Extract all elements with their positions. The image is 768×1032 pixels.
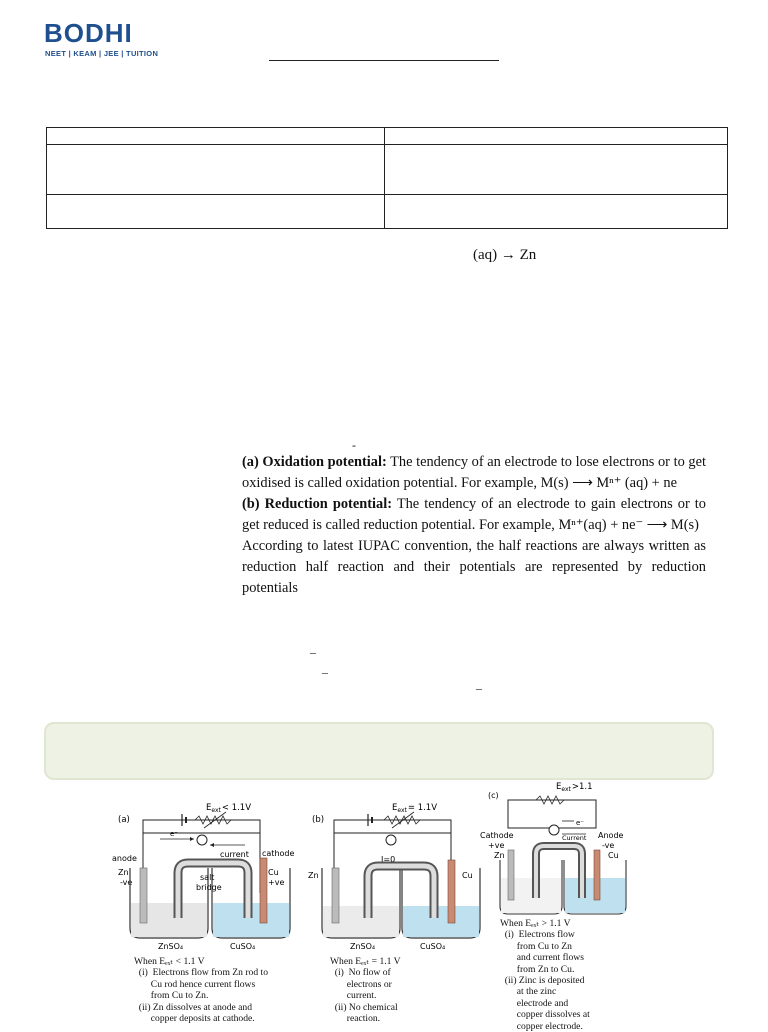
reduction-label: (b) Reduction potential:: [242, 496, 393, 512]
dash-mark: –: [476, 681, 482, 695]
reduction-text: The tendency of an electrode to gain electrons or to get reduced is called reduction potential. For example,: [242, 496, 706, 533]
current-label: Current: [562, 834, 587, 842]
table-row: [47, 145, 728, 195]
logo-tagline: NEET | KEAM | JEE | TUITION: [45, 49, 159, 58]
zn-label: Zn: [118, 868, 129, 877]
zero-current-label: I=0: [381, 855, 396, 864]
oxidation-definition: [242, 452, 706, 494]
table-row: [47, 195, 728, 229]
oxidation-equation: M(s) ⟶ Mⁿ⁺ (aq) + ne: [540, 475, 677, 491]
highlight-box: [44, 722, 714, 780]
zn-electrode: [332, 868, 339, 923]
zn-sign: -ve: [120, 878, 133, 887]
electron-label: e⁻: [576, 819, 585, 827]
cu-electrode: [594, 850, 600, 900]
figure-c-caption: When Eₑₓₜ > 1.1 V (i) Electrons flow from Cu to Zn and current flows from Zn to Cu. (ii) Zinc is deposited at the zinc electrode and copper dissolves at copper electrode.: [500, 918, 590, 1032]
cu-electrode: [260, 858, 267, 923]
cuso4-solution: [403, 906, 479, 937]
dash-mark: -: [352, 438, 356, 452]
table-cell: [47, 145, 385, 195]
ammeter-icon: [197, 835, 207, 845]
iupac-statement: According to latest IUPAC convention, the half reactions are always written as reduction half reaction and their potentials are represented by reduction potentials: [242, 538, 706, 596]
figure-tag: (a): [118, 815, 130, 825]
anode-label: anode: [112, 854, 137, 863]
comparison-table: [46, 127, 728, 229]
oxidation-label: (a) Oxidation potential:: [242, 454, 387, 470]
znso4-label: ZnSO₄: [158, 942, 184, 951]
cell-diagram-c: [478, 778, 628, 923]
arrow-head: [190, 837, 194, 841]
figure-tag: (b): [312, 815, 325, 825]
bridge-label: bridge: [196, 883, 222, 892]
logo-word: BODHI: [44, 18, 133, 48]
cu-label: Cu: [268, 868, 279, 877]
ammeter-icon: [386, 835, 396, 845]
table-cell: [385, 128, 728, 145]
znso4-label: ZnSO₄: [350, 942, 376, 951]
oxidation-text: The tendency of an electrode to lose electrons or to get oxidised is called oxidation potential. For example,: [242, 454, 706, 491]
dash-mark: –: [310, 645, 316, 659]
table-cell: [385, 145, 728, 195]
external-wire: [508, 800, 596, 818]
table-cell: [47, 195, 385, 229]
cathode-label: cathode: [262, 849, 295, 858]
anode-sign: -ve: [602, 841, 615, 850]
cu-label: Cu: [608, 851, 619, 860]
zn-label: Zn: [494, 851, 505, 860]
equation-fragment: (aq) → Zn: [473, 247, 537, 263]
zn-label: Zn: [308, 871, 319, 880]
anode-label: Anode: [598, 831, 624, 840]
cathode-label: Cathode: [480, 831, 514, 840]
salt-label: salt: [200, 873, 215, 882]
table-row: [47, 128, 728, 145]
electron-label: e⁻: [170, 830, 179, 838]
dash-mark: –: [322, 665, 328, 679]
table-cell: [47, 128, 385, 145]
eext-label: $E_{ext}= 1.1V$: [392, 803, 438, 814]
reduction-definition: [242, 494, 706, 536]
eext-label: $E_{ext}< 1.1V$: [206, 803, 252, 814]
current-label: current: [220, 850, 249, 859]
figure-a-caption: When Eₑₓₜ < 1.1 V (i) Electrons flow from Zn rod to Cu rod hence current flows from Cu to Zn. (ii) Zn dissolves at anode and copper deposits at cathode.: [134, 956, 269, 1025]
zn-electrode: [508, 850, 514, 900]
figure-b-caption: When Eₑₓₜ = 1.1 V (i) No flow of electrons or current. (ii) No chemical reaction.: [330, 956, 401, 1025]
potentials-paragraph: [242, 452, 706, 599]
cu-electrode: [448, 860, 455, 923]
ammeter-icon: [549, 825, 559, 835]
cuso4-label: CuSO₄: [420, 942, 446, 951]
cathode-sign: +ve: [488, 841, 505, 850]
zn-electrode: [140, 868, 147, 923]
table-cell: [385, 195, 728, 229]
eext-label: $E_{ext}>1.1$: [556, 782, 593, 793]
cu-label: Cu: [462, 871, 473, 880]
cuso4-label: CuSO₄: [230, 942, 256, 951]
title-underline: [269, 60, 499, 61]
brand-logo: [44, 18, 159, 58]
cu-sign: +ve: [268, 878, 285, 887]
arrow-head: [210, 843, 214, 847]
figure-tag: (c): [488, 791, 499, 800]
reduction-equation: Mⁿ⁺(aq) + ne⁻ ⟶ M(s): [558, 517, 699, 533]
